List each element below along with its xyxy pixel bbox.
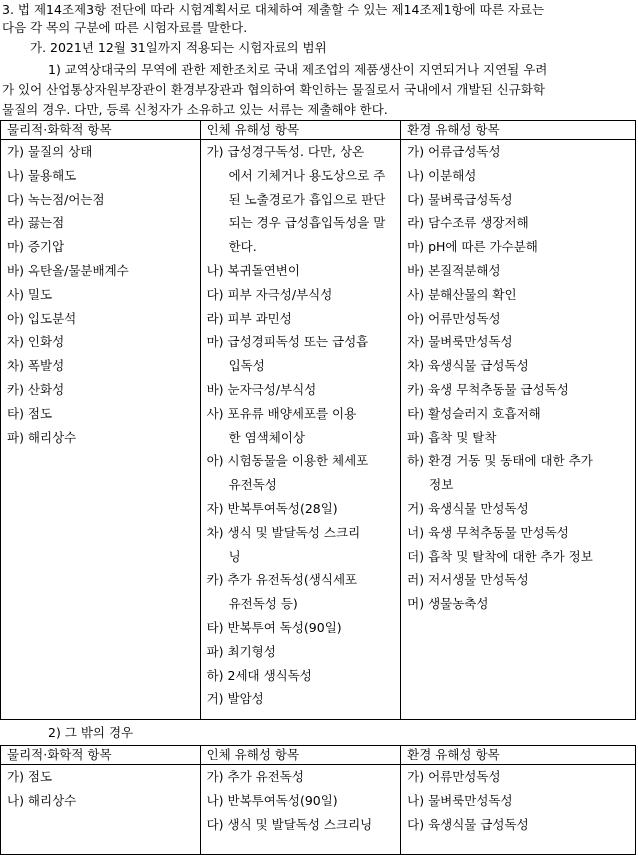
list-item: 아) 시험동물을 이용한 체세포 — [206, 453, 369, 469]
list-item: 너) 육생 무척추동물 만성독성 — [407, 524, 569, 540]
list-item: 자) 물벼룩만성독성 — [407, 334, 513, 350]
intro-line-2: 다음 각 목의 구분에 따른 시험자료를 말한다. — [2, 20, 248, 35]
list-item-cont: 에서 기체거나 용도상으로 주 — [228, 167, 386, 183]
list-item: 라) 끓는점 — [7, 215, 65, 231]
list-item: 카) 추가 유전독성(생식세포 — [206, 572, 358, 588]
list-item: 거) 육생식물 만성독성 — [407, 500, 529, 516]
list-item: 하) 2세대 생식독성 — [206, 667, 312, 683]
test-data-table-1 — [0, 120, 636, 720]
list-item: 아) 어류만성독성 — [407, 310, 501, 326]
physchem-items — [1, 140, 201, 720]
list-item: 차) 생식 및 발달독성 스크리 — [206, 524, 361, 540]
list-item: 나) 복귀돌연변이 — [206, 262, 300, 278]
header-env-hazard: 환경 유해성 항목 — [401, 746, 636, 765]
list-item: 카) 육생 무척추동물 급성독성 — [407, 381, 569, 397]
env-hazard-items — [401, 765, 636, 855]
list-item-cont: 되는 경우 급성흡입독성을 말 — [228, 215, 386, 231]
list-item: 타) 활성슬러지 호흡저해 — [407, 405, 541, 421]
list-item-cont: 한다. — [228, 239, 257, 255]
list-item: 파) 최기형성 — [206, 643, 276, 659]
list-item: 마) 증기압 — [7, 239, 65, 255]
header-human-hazard: 인체 유해성 항목 — [200, 121, 401, 140]
list-item: 다) 피부 자극성/부식성 — [206, 286, 333, 302]
list-item-cont: 유전독성 등) — [228, 596, 298, 612]
list-item: 하) 환경 거동 및 동태에 대한 추가 — [407, 453, 593, 469]
para1-line-3: 물질의 경우. 다만, 등록 신청자가 소유하고 있는 서류는 제출해야 한다. — [2, 102, 388, 117]
list-item: 라) 피부 과민성 — [206, 310, 292, 326]
header-human-hazard: 인체 유해성 항목 — [200, 746, 401, 765]
list-item: 가) 어류만성독성 — [407, 769, 501, 784]
header-env-hazard: 환경 유해성 항목 — [401, 121, 636, 140]
physchem-items — [1, 765, 201, 855]
list-item: 파) 해리상수 — [7, 429, 77, 445]
list-item-cont: 정보 — [429, 477, 454, 493]
list-item: 가) 점도 — [7, 769, 53, 784]
section-2-heading: 2) 그 밖의 경우 — [48, 725, 134, 740]
list-item: 바) 본질적분해성 — [407, 262, 501, 278]
list-item: 가) 급성경구독성. 다만, 상온 — [206, 144, 365, 159]
list-item-cont: 입독성 — [228, 358, 265, 374]
list-item: 다) 물벼룩급성독성 — [407, 191, 513, 207]
list-item: 나) 해리상수 — [7, 792, 77, 808]
list-item: 자) 인화성 — [7, 334, 65, 350]
list-item: 다) 생식 및 발달독성 스크리닝 — [206, 816, 373, 832]
list-item: 나) 이분해성 — [407, 167, 477, 183]
list-item: 다) 육생식물 급성독성 — [407, 816, 529, 832]
env-hazard-items — [401, 140, 636, 720]
list-item: 머) 생물농축성 — [407, 596, 489, 612]
list-item: 자) 반복투여독성(28일) — [206, 500, 338, 516]
human-hazard-items — [200, 140, 401, 720]
list-item: 카) 산화성 — [7, 381, 65, 397]
list-item: 타) 반복투여 독성(90일) — [206, 619, 342, 635]
header-physchem: 물리적·화학적 항목 — [1, 746, 201, 765]
list-item-cont: 닝 — [228, 548, 241, 564]
list-item: 마) 급성경피독성 또는 급성흡 — [206, 334, 369, 350]
list-item: 라) 담수조류 생장저해 — [407, 215, 529, 231]
para1-line-2: 가 있어 산업통상자원부장관이 환경부장관과 협의하여 확인하는 물질로서 국내에서 개발된 신규화학 — [2, 82, 545, 97]
header-physchem: 물리적·화학적 항목 — [1, 121, 201, 140]
list-item-cont: 유전독성 — [228, 477, 277, 493]
list-item: 나) 물벼룩만성독성 — [407, 792, 513, 808]
list-item: 나) 반복투여독성(90일) — [206, 792, 338, 808]
list-item: 바) 옥탄올/물분배계수 — [7, 262, 129, 278]
test-data-table-2 — [0, 745, 636, 855]
list-item: 아) 입도분석 — [7, 310, 77, 326]
list-item: 가) 물질의 상태 — [7, 144, 93, 159]
list-item: 사) 밀도 — [7, 286, 53, 302]
list-item-cont: 된 노출경로가 흡입으로 판단 — [228, 191, 386, 207]
intro-line-1: 3. 법 제14조제3항 전단에 따라 시험계획서로 대체하여 제출할 수 있는 제14조제1항에 따른 자료는 — [2, 2, 545, 17]
para1-line-1: 1) 교역상대국의 무역에 관한 제한조치로 국내 제조업의 제품생산이 지연되거나 지연될 우려 — [48, 62, 548, 77]
list-item: 거) 발암성 — [206, 691, 264, 707]
list-item: 바) 눈자극성/부식성 — [206, 381, 317, 397]
list-item: 마) pH에 따른 가수분해 — [407, 239, 538, 255]
list-item: 차) 폭발성 — [7, 358, 65, 374]
list-item: 파) 흡착 및 탈착 — [407, 429, 497, 445]
list-item: 타) 점도 — [7, 405, 53, 421]
human-hazard-items — [200, 765, 401, 855]
list-item: 나) 물용해도 — [7, 167, 77, 183]
list-item: 가) 어류급성독성 — [407, 144, 501, 159]
list-item: 더) 흡착 및 탈착에 대한 추가 정보 — [407, 548, 593, 564]
list-item: 러) 저서생물 만성독성 — [407, 572, 529, 588]
list-item: 가) 추가 유전독성 — [206, 769, 304, 784]
list-item-cont: 한 염색체이상 — [228, 429, 305, 445]
list-item: 사) 분해산물의 확인 — [407, 286, 517, 302]
list-item: 사) 포유류 배양세포를 이용 — [206, 405, 357, 421]
list-item: 차) 육생식물 급성독성 — [407, 358, 529, 374]
list-item: 다) 녹는점/어는점 — [7, 191, 105, 207]
section-ga-heading: 가. 2021년 12월 31일까지 적용되는 시험자료의 범위 — [30, 40, 327, 55]
